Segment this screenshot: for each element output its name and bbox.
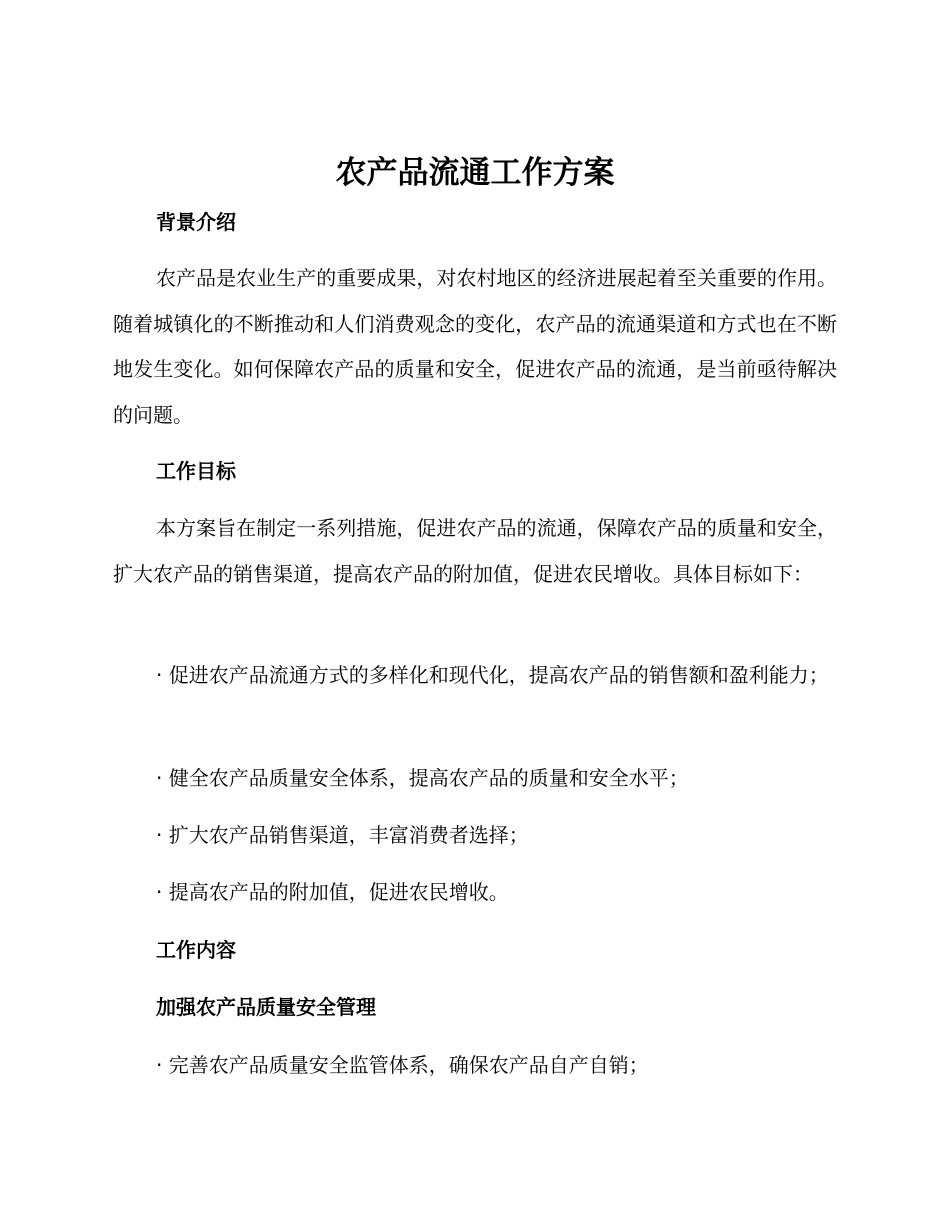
document-title: 农产品流通工作方案	[335, 155, 615, 191]
goal-item-2: · 健全农产品质量安全体系，提高农产品的质量和安全水平；	[156, 766, 689, 790]
quality-item-1: · 完善农产品质量安全监管体系，确保农产品自产自销；	[156, 1053, 649, 1077]
section-heading-content: 工作内容	[156, 938, 236, 962]
subsection-heading-quality: 加强农产品质量安全管理	[156, 995, 376, 1019]
goal-item-4: · 提高农产品的附加值，促进农民增收。	[156, 880, 509, 904]
section-heading-goals: 工作目标	[156, 459, 236, 483]
goal-item-3: · 扩大农产品销售渠道，丰富消费者选择；	[156, 823, 529, 847]
background-paragraph: 农产品是农业生产的重要成果，对农村地区的经济进展起着至关重要的作用。随着城镇化的不断推动和人们消费观念的变化，农产品的流通渠道和方式也在不断地发生变化。如何保障农产品的质量和安全，促进农产品的流通，是当前亟待解决的问题。	[113, 266, 837, 427]
section-heading-background: 背景介绍	[156, 210, 236, 234]
goals-paragraph: 本方案旨在制定一系列措施，促进农产品的流通，保障农产品的质量和安全， 扩大农产品的销售渠道，提高农产品的附加值，促进农民增收。具体目标如下：	[113, 516, 837, 586]
goal-item-1: · 促进农产品流通方式的多样化和现代化，提高农产品的销售额和盈利能力；	[156, 663, 829, 687]
